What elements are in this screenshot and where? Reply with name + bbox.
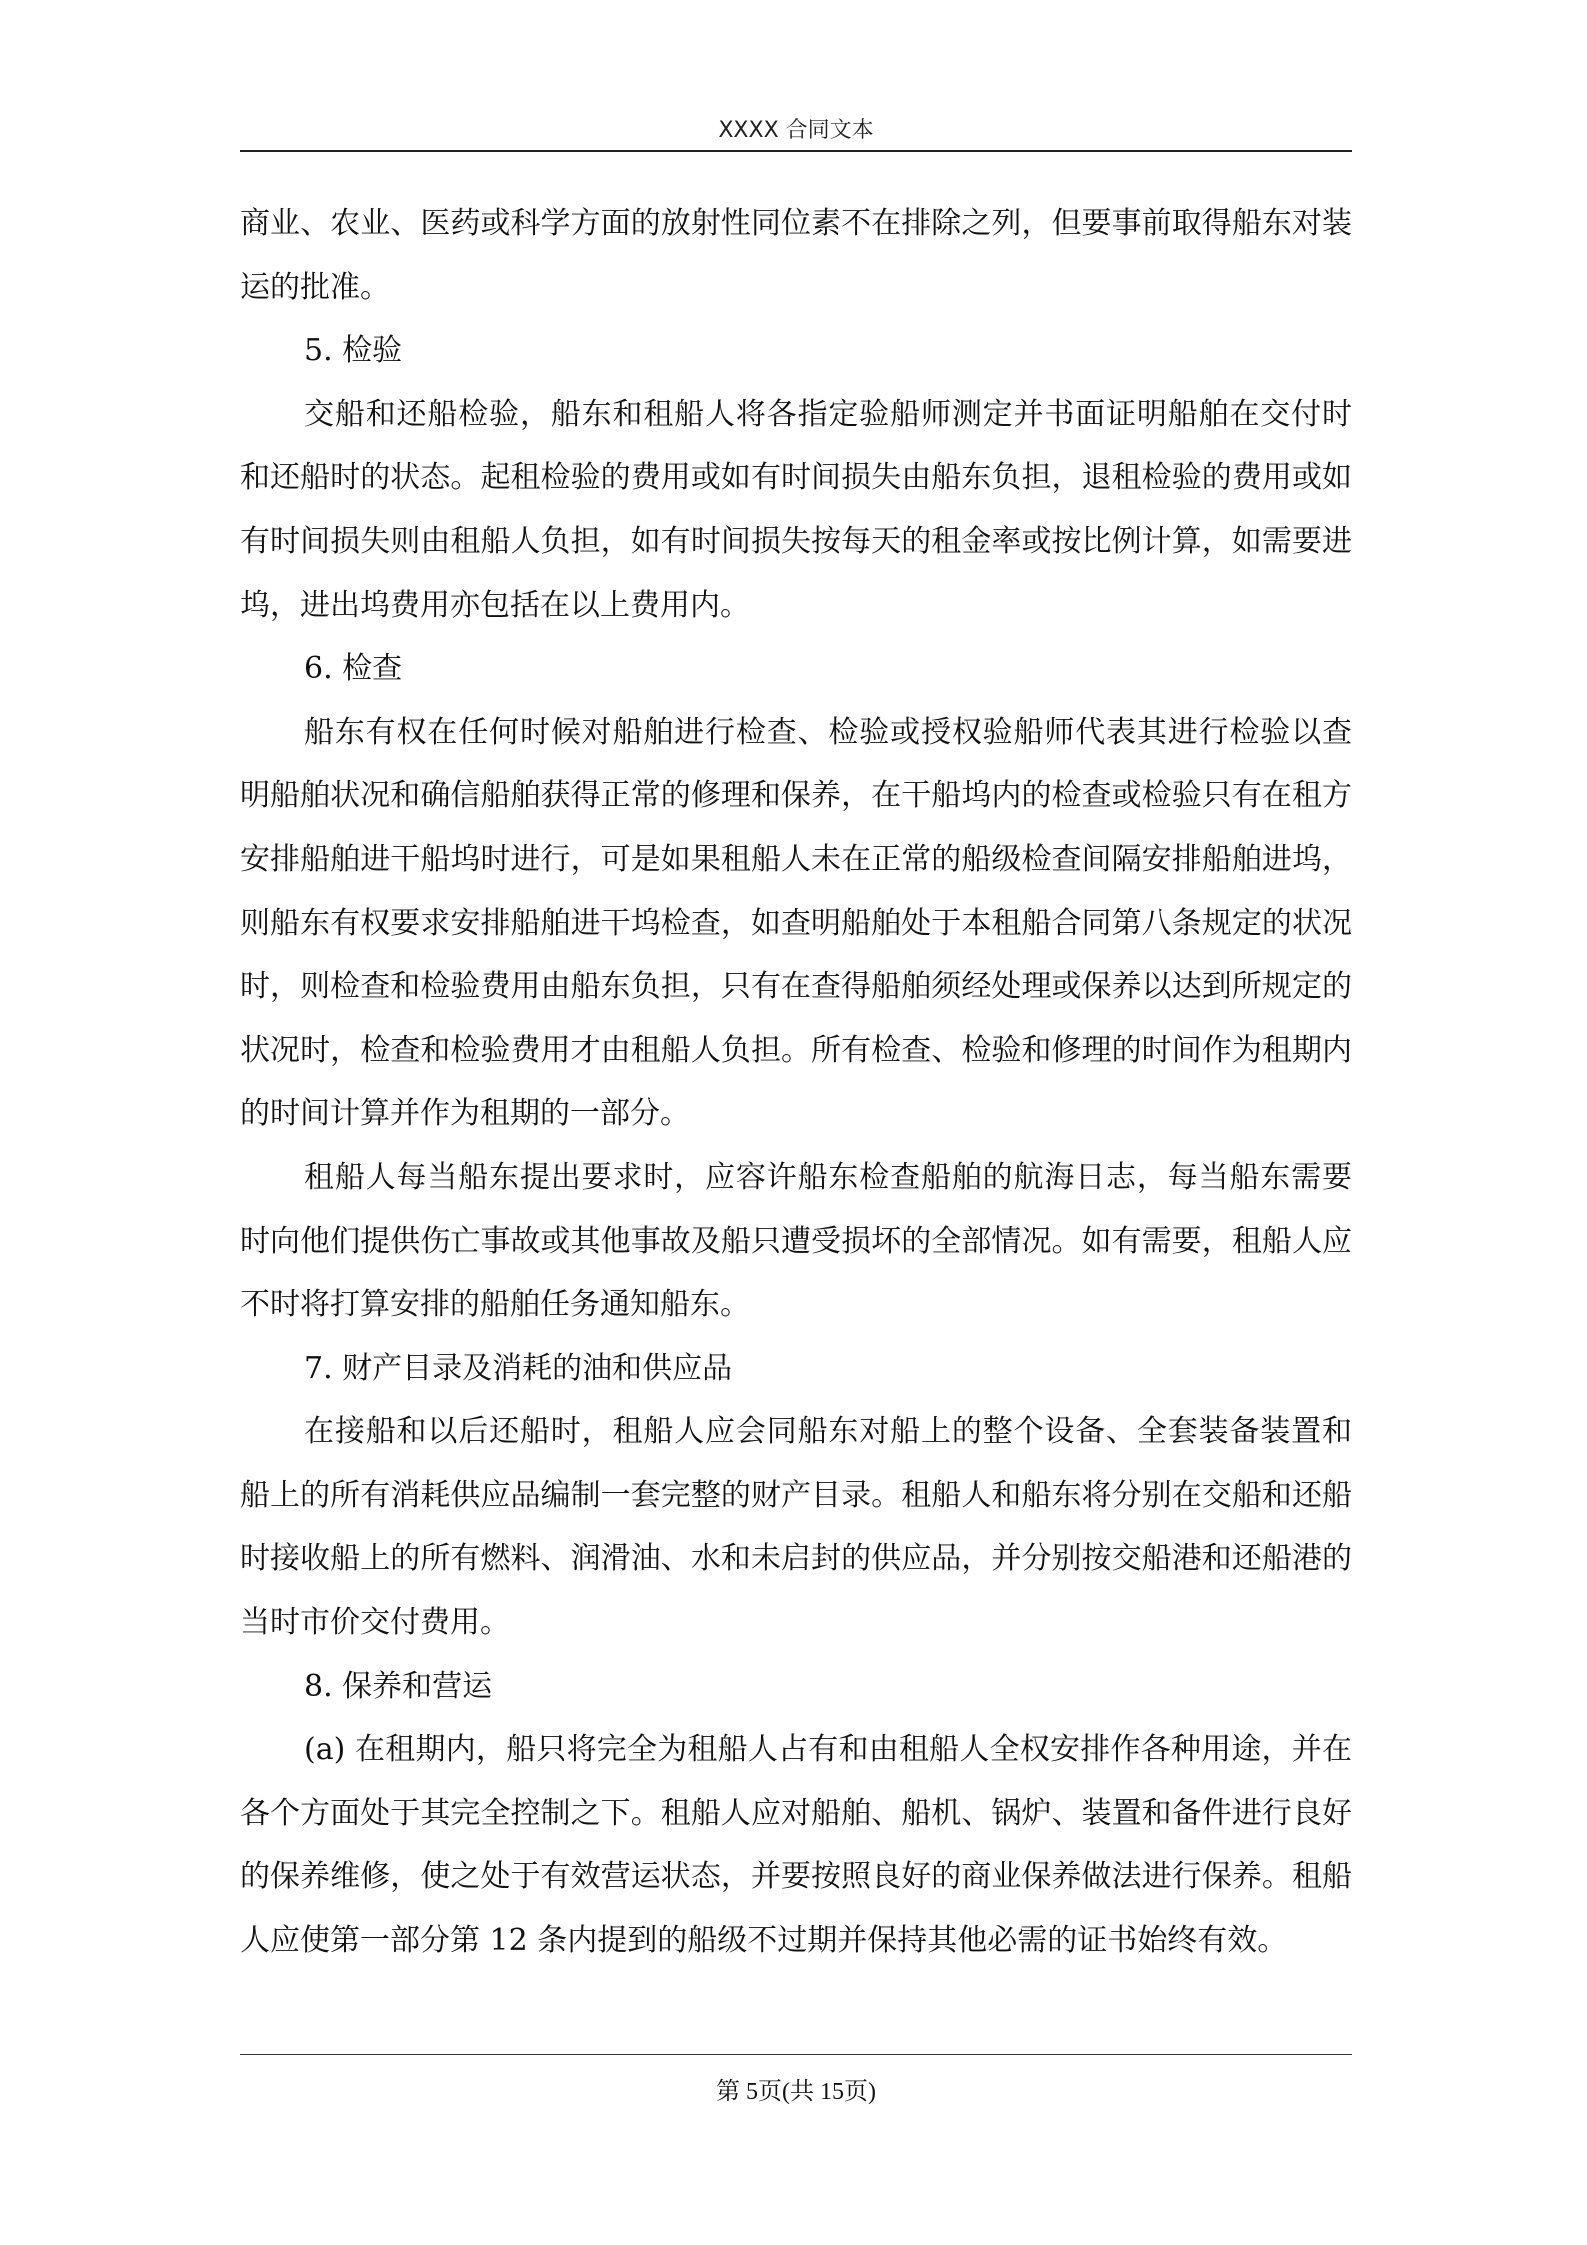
section-heading-examination: 6. 检查 xyxy=(304,651,403,687)
page-header xyxy=(240,112,1352,150)
page-number: 第 5页(共 15页) xyxy=(716,2079,876,2105)
page-footer xyxy=(240,2074,1352,2110)
header-divider xyxy=(240,150,1352,152)
paragraph-logbook: 租船人每当船东提出要求时，应容许船东检查船舶的航海日志，每当船东需要时向他们提供伤亡事故或其他事故及船只遭受损坏的全部情况。如有需要，租船人应不时将打算安排的船舶任务通知船东。 xyxy=(240,1159,1352,1323)
paragraph-continuation: 商业、农业、医药或科学方面的放射性同位素不在排除之列，但要事前取得船东对装运的批准。 xyxy=(240,206,1352,305)
section-heading-inventory: 7. 财产目录及消耗的油和供应品 xyxy=(304,1350,733,1386)
header-title: XXXX 合同文本 xyxy=(718,118,874,143)
footer-divider xyxy=(240,2054,1352,2055)
section-heading-maintenance: 8. 保养和营运 xyxy=(304,1668,493,1704)
paragraph-examination: 船东有权在任何时候对船舶进行检查、检验或授权验船师代表其进行检验以查明船舶状况和确信船舶获得正常的修理和保养，在干船坞内的检查或检验只有在租方安排船舶进干船坞时进行，可是如果租船人未在正常的船级检查间隔安排船舶进坞，则船东有权要求安排船舶进干坞检查，如查明船舶处于本租船合同第八条规定的状况时，则检查和检验费用由船东负担，只有在查得船舶须经处理或保养以达到所规定的状况时，检查和检验费用才由租船人负担。所有检查、检验和修理的时间作为租期内的时间计算并作为租期的一部分。 xyxy=(240,714,1352,1132)
paragraph-inventory: 在接船和以后还船时，租船人应会同船东对船上的整个设备、全套装备装置和船上的所有消耗供应品编制一套完整的财产目录。租船人和船东将分别在交船和还船时接收船上的所有燃料、润滑油、水和未启封的供应品，并分别按交船港和还船港的当时市价交付费用。 xyxy=(240,1414,1352,1641)
section-heading-inspection: 5. 检验 xyxy=(304,333,403,369)
paragraph-inspection: 交船和还船检验，船东和租船人将各指定验船师测定并书面证明船舶在交付时和还船时的状态。起租检验的费用或如有时间损失由船东负担，退租检验的费用或如有时间损失则由租船人负担，如有时间损失按每天的租金率或按比例计算，如需要进坞，进出坞费用亦包括在以上费用内。 xyxy=(240,396,1352,623)
document-body xyxy=(240,192,1352,1973)
paragraph-maintenance: (a) 在租期内，船只将完全为租船人占有和由租船人全权安排作各种用途，并在各个方面处于其完全控制之下。租船人应对船舶、船机、锅炉、装置和备件进行良好的保养维修，使之处于有效营运状态，并要按照良好的商业保养做法进行保养。租船人应使第一部分第 12 条内提到的船级不过期并保持其他必需的证书始终有效。 xyxy=(240,1732,1352,1959)
